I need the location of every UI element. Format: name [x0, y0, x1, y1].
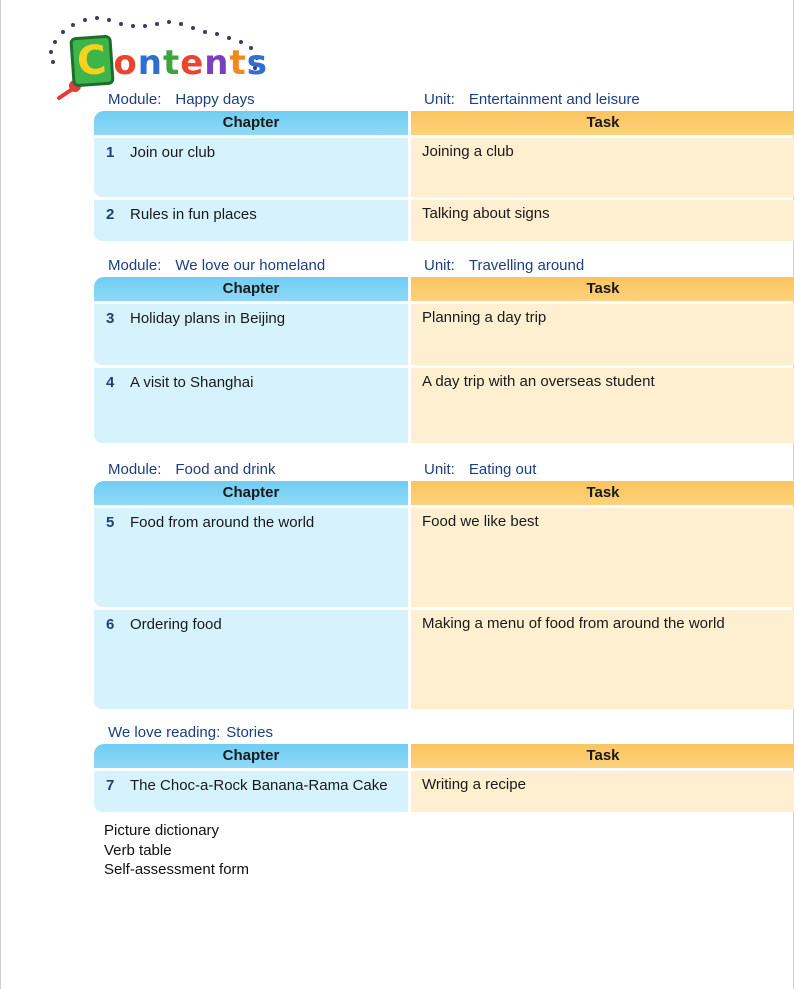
- table-header: [94, 744, 794, 768]
- appendix-item-self-assessment[interactable]: Self-assessment form: [104, 861, 250, 878]
- table-header: [94, 481, 794, 505]
- table-header: [94, 111, 794, 135]
- task-title: Making a menu of food from around the world: [422, 615, 725, 632]
- chapter-number: 1: [106, 144, 115, 161]
- chapter-title[interactable]: Ordering food: [130, 616, 222, 633]
- section-module-homeland: [94, 257, 794, 443]
- chapter-number: 2: [106, 206, 115, 223]
- module-value: We love our homeland: [175, 257, 326, 274]
- unit-value: Travelling around: [468, 257, 585, 274]
- appendix-item-verb-table[interactable]: Verb table: [104, 841, 172, 859]
- chapter-header: Chapter: [94, 277, 408, 301]
- appendix-item-picture-dictionary[interactable]: Picture dictionary: [104, 822, 220, 839]
- module-value: Happy days: [175, 91, 255, 108]
- unit-value: Eating out: [468, 461, 537, 478]
- module-label: Module:: [108, 461, 162, 478]
- chapter-header: Chapter: [94, 481, 408, 505]
- chapter-title[interactable]: Rules in fun places: [130, 206, 257, 223]
- task-title: Joining a club: [422, 143, 514, 160]
- module-label: Module:: [108, 91, 162, 108]
- module-label: Module:: [108, 257, 162, 274]
- appendix-list: [104, 821, 249, 880]
- table-row: [94, 610, 794, 709]
- table-header: [94, 277, 794, 301]
- module-value: Food and drink: [175, 461, 276, 478]
- task-header: Task: [411, 277, 794, 301]
- table-row: [94, 368, 794, 443]
- chapter-number: 3: [106, 310, 115, 327]
- chapter-title[interactable]: The Choc-a-Rock Banana-Rama Cake: [130, 777, 388, 794]
- task-header: Task: [411, 111, 794, 135]
- task-title: Food we like best: [422, 513, 539, 530]
- page-title: C ontents: [71, 36, 268, 86]
- table-row: [94, 200, 794, 241]
- table-row: [94, 138, 794, 197]
- chapter-number: 4: [106, 374, 115, 391]
- chapter-title[interactable]: Food from around the world: [130, 514, 315, 531]
- reading-label: We love reading:: [108, 724, 221, 741]
- section-reading-stories: [94, 724, 794, 812]
- table-row: [94, 304, 794, 365]
- chapter-title[interactable]: Holiday plans in Beijing: [130, 310, 286, 327]
- task-title: Writing a recipe: [422, 776, 526, 793]
- task-title: Talking about signs: [422, 205, 550, 222]
- chapter-number: 6: [106, 616, 115, 633]
- chapter-title[interactable]: A visit to Shanghai: [130, 374, 254, 391]
- unit-label: Unit:: [424, 91, 455, 108]
- section-module-happy-days: [94, 91, 794, 241]
- task-title: Planning a day trip: [422, 309, 547, 326]
- chapter-header: Chapter: [94, 111, 408, 135]
- task-header: Task: [411, 481, 794, 505]
- table-row: [94, 771, 794, 812]
- task-header: Task: [411, 744, 794, 768]
- chapter-number: 5: [106, 514, 115, 531]
- unit-label: Unit:: [424, 461, 455, 478]
- chapter-title[interactable]: Join our club: [130, 144, 216, 161]
- section-module-food: [94, 461, 794, 709]
- table-row: [94, 508, 794, 607]
- reading-value: Stories: [226, 724, 273, 741]
- task-title: A day trip with an overseas student: [422, 373, 655, 390]
- chapter-header: Chapter: [94, 744, 408, 768]
- unit-value: Entertainment and leisure: [468, 91, 640, 108]
- unit-label: Unit:: [424, 257, 455, 274]
- chapter-number: 7: [106, 777, 115, 794]
